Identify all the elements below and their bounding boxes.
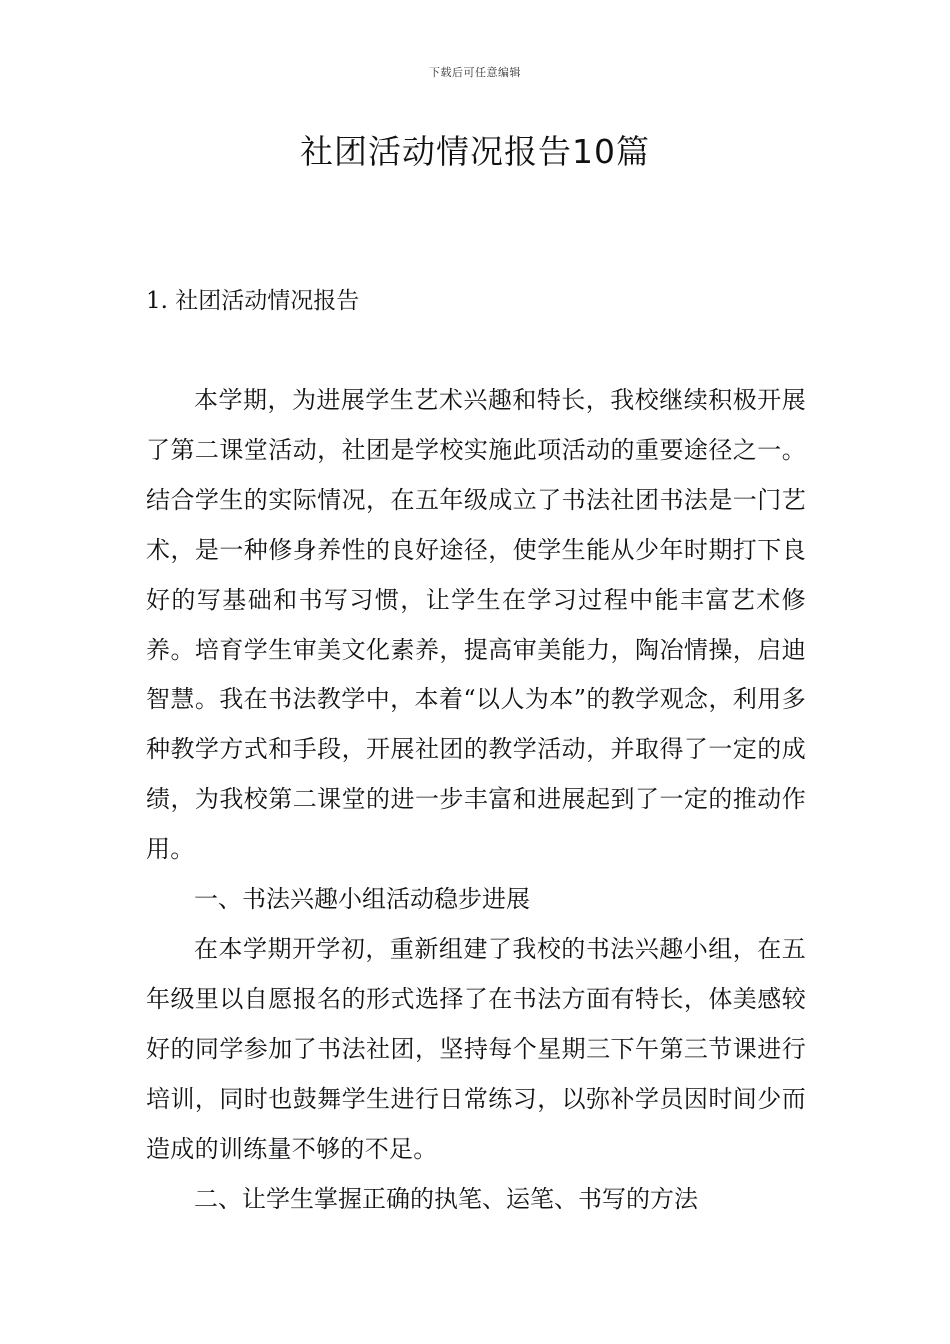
paragraph-intro: 本学期，为进展学生艺术兴趣和特长，我校继续积极开展了第二课堂活动，社团是学校实施此项活动的重要途径之一。结合学生的实际情况，在五年级成立了书法社团书法是一门艺术，是一种修身养性的良好途径，使学生能从少年时期打下良好的写基础和书写习惯，让学生在学习过程中能丰富艺术修养。培育学生审美文化素养，提高审美能力，陶冶情操，启迪智慧。我在书法教学中，本着“以人为本”的教学观念，利用多种教学方式和手段，开展社团的教学活动，并取得了一定的成绩，为我校第二课堂的进一步丰富和进展起到了一定的推动作用。 xyxy=(146,386,806,864)
subheading-one: 一、书法兴趣小组活动稳步进展 xyxy=(194,885,530,914)
section-heading: 1. 社团活动情况报告 xyxy=(146,288,360,314)
subheading-two: 二、让学生掌握正确的执笔、运笔、书写的方法 xyxy=(194,1184,698,1213)
paragraph-group-formation: 在本学期开学初，重新组建了我校的书法兴趣小组，在五年级里以自愿报名的形式选择了在书法方面有特长，体美感较好的同学参加了书法社团，坚持每个星期三下午第三节课进行培训，同时也鼓舞学生进行日常练习，以弥补学员因时间少而造成的训练量不够的不足。 xyxy=(146,934,806,1163)
header-note: 下载后可任意编辑 xyxy=(429,66,521,79)
document-title: 社团活动情况报告10篇 xyxy=(300,132,650,171)
body-text xyxy=(146,376,806,1224)
